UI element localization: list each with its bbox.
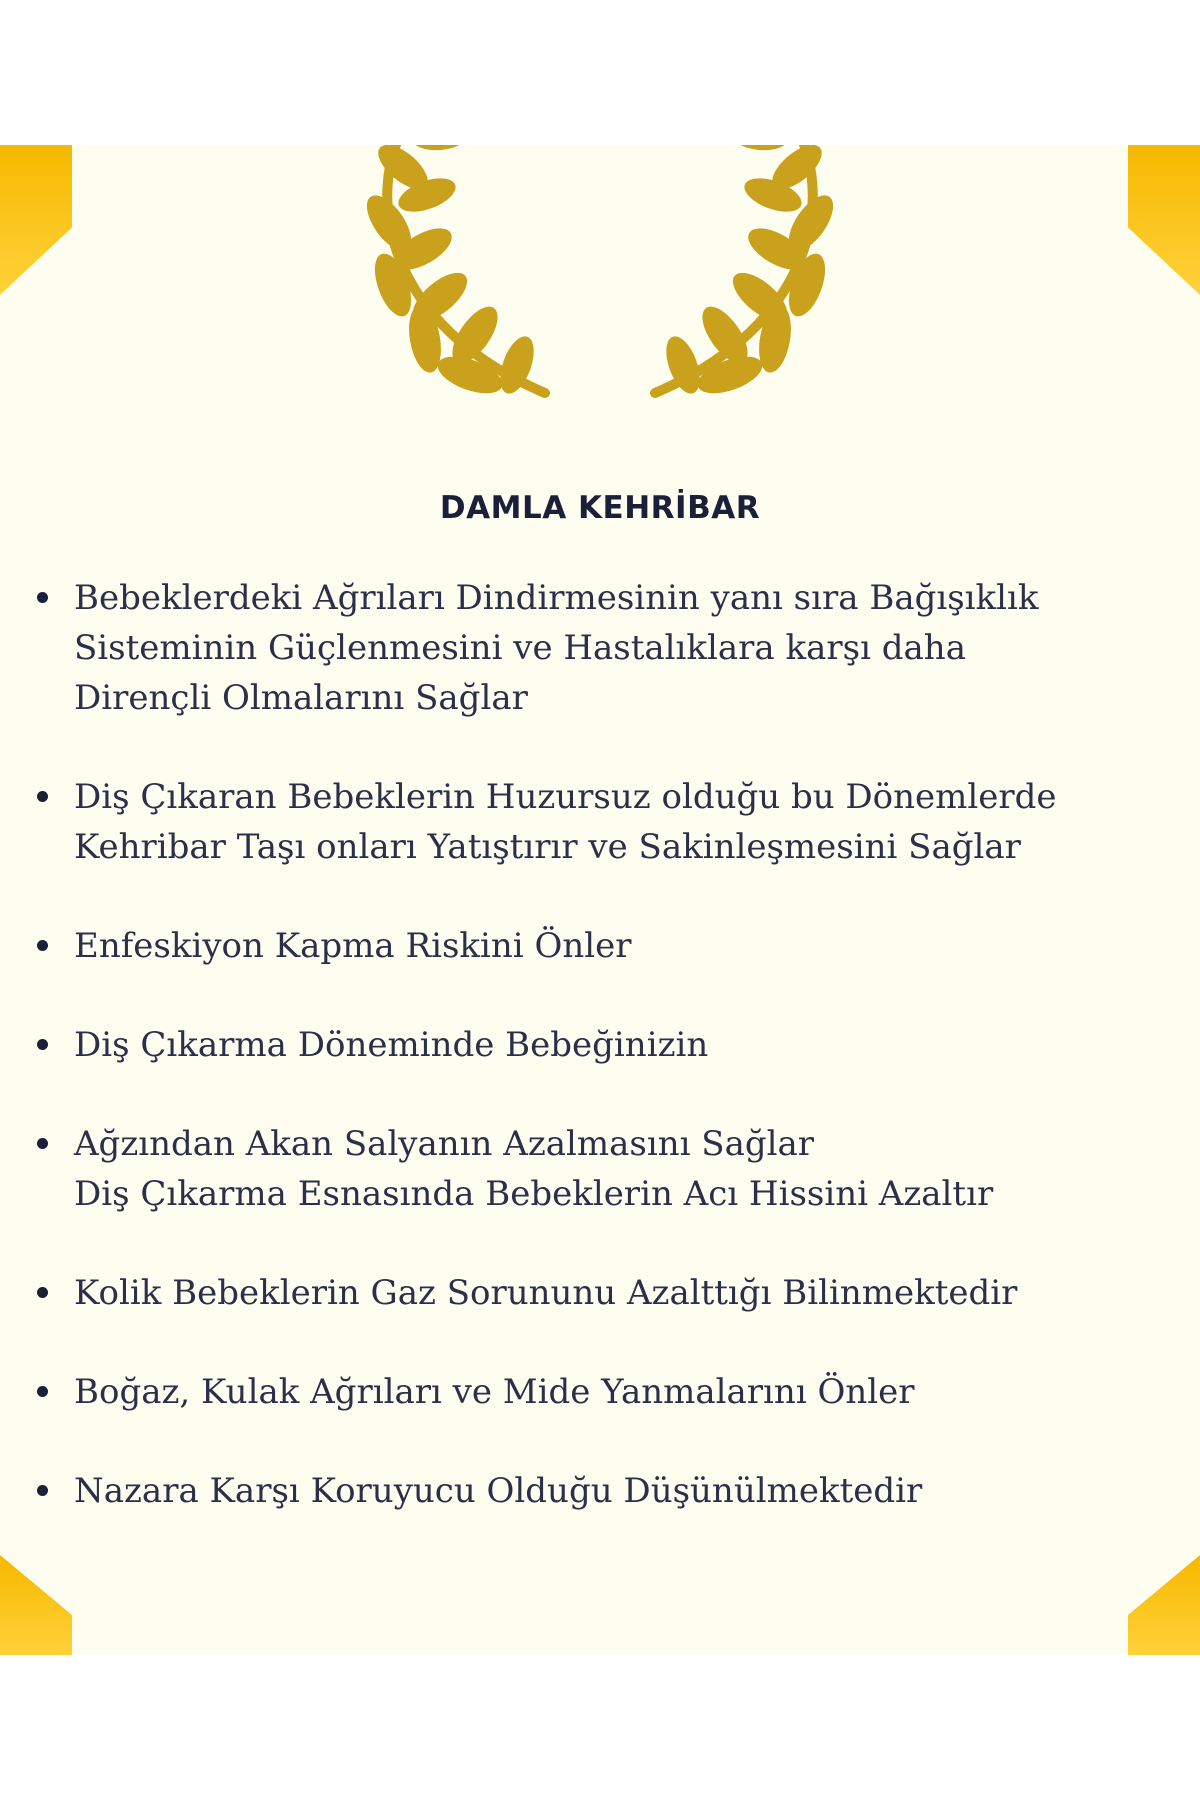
bullet-icon xyxy=(37,1287,48,1298)
bullet-icon xyxy=(37,1039,48,1050)
benefit-list xyxy=(30,573,1195,1565)
list-item xyxy=(30,1020,1195,1070)
list-item-line: Kehribar Taşı onları Yatıştırır ve Sakinleşmesini Sağlar xyxy=(74,827,1021,867)
list-item-line: Diş Çıkarma Döneminde Bebeğinizin xyxy=(74,1025,709,1065)
list-item xyxy=(30,1119,1195,1219)
bullet-icon xyxy=(37,940,48,951)
bullet-icon xyxy=(37,1386,48,1397)
list-item-line: Enfeskiyon Kapma Riskini Önler xyxy=(74,926,632,966)
list-item-line: Boğaz, Kulak Ağrıları ve Mide Yanmalarını Önler xyxy=(74,1372,915,1412)
bullet-icon xyxy=(37,791,48,802)
laurel-wreath-icon xyxy=(345,145,855,445)
bullet-icon xyxy=(37,592,48,603)
list-item-line: Dirençli Olmalarını Sağlar xyxy=(74,678,528,718)
list-item xyxy=(30,1466,1195,1516)
list-item xyxy=(30,573,1195,723)
list-item-line: Nazara Karşı Koruyucu Olduğu Düşünülmektedir xyxy=(74,1471,923,1511)
list-item xyxy=(30,772,1195,872)
corner-decoration-top-right xyxy=(1128,145,1200,295)
list-item-line: Kolik Bebeklerin Gaz Sorununu Azalttığı Bilinmektedir xyxy=(74,1273,1018,1313)
list-item xyxy=(30,1268,1195,1318)
bullet-icon xyxy=(37,1138,48,1149)
list-item-line: Diş Çıkaran Bebeklerin Huzursuz olduğu bu Dönemlerde xyxy=(74,777,1057,817)
page-title: DAMLA KEHRİBAR xyxy=(439,490,761,526)
list-item-line: Sisteminin Güçlenmesini ve Hastalıklara karşı daha xyxy=(74,628,966,668)
list-item-line: Diş Çıkarma Esnasında Bebeklerin Acı Hissini Azaltır xyxy=(74,1174,994,1214)
list-item-line: Ağzından Akan Salyanın Azalmasını Sağlar xyxy=(74,1124,815,1164)
list-item xyxy=(30,1367,1195,1417)
list-item xyxy=(30,921,1195,971)
bullet-icon xyxy=(37,1485,48,1496)
corner-decoration-bottom-right xyxy=(1128,1555,1200,1655)
info-card xyxy=(0,145,1200,1655)
corner-decoration-bottom-left xyxy=(0,1555,72,1655)
list-item-line: Bebeklerdeki Ağrıları Dindirmesinin yanı sıra Bağışıklık xyxy=(74,578,1039,618)
corner-decoration-top-left xyxy=(0,145,72,295)
